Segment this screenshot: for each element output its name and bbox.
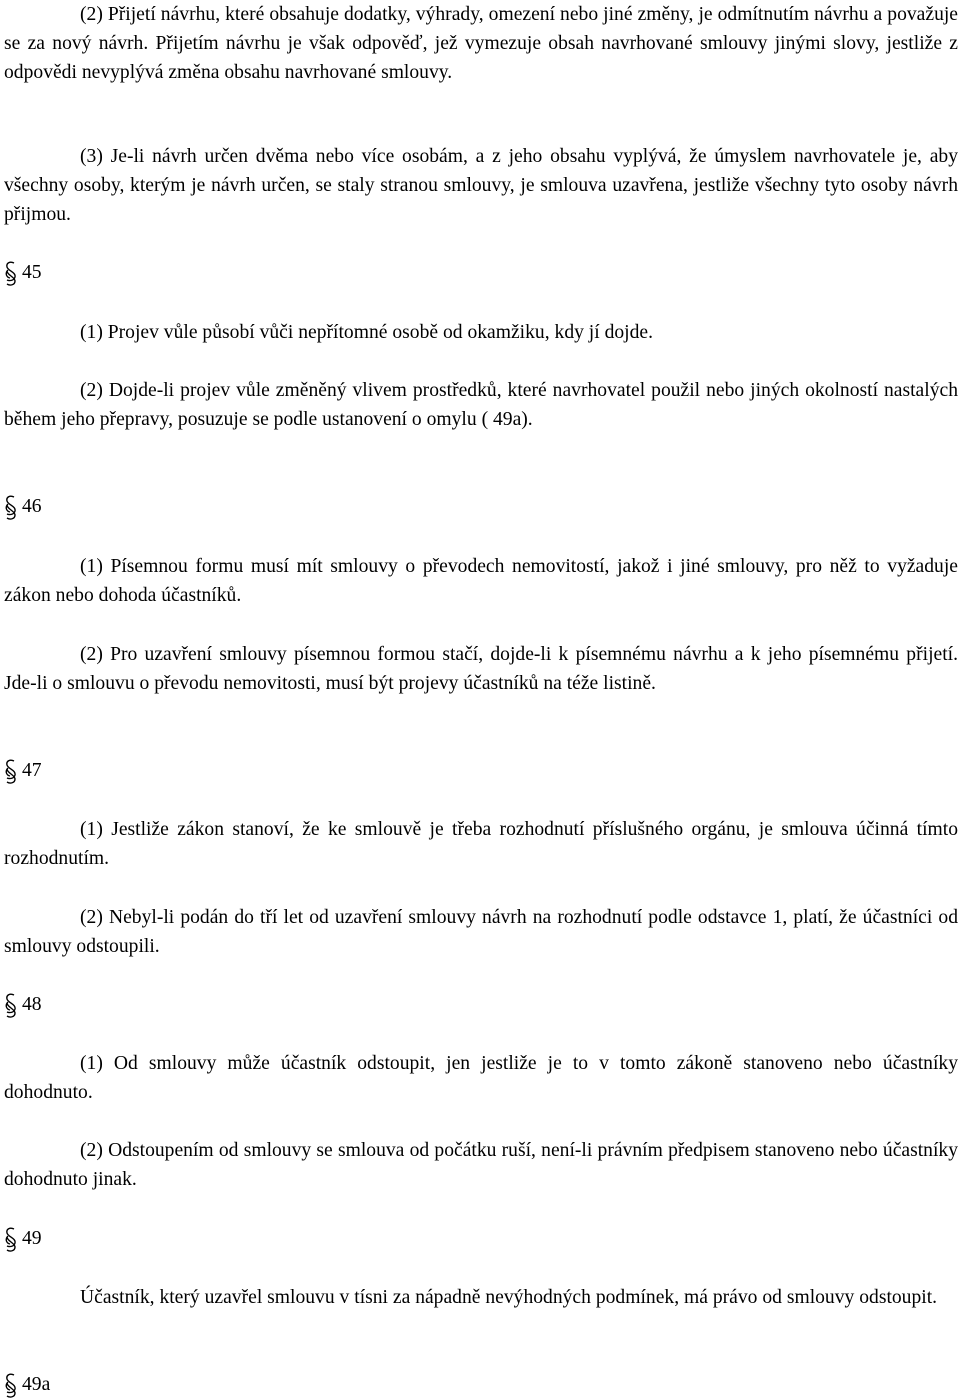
section-sign-icon bbox=[4, 1372, 18, 1398]
paragraph-46-1: (1) Písemnou formu musí mít smlouvy o převodech nemovitostí, jakož i jiné smlouvy, pro něž to vyžaduje zákon nebo dohoda účastníků. bbox=[4, 556, 958, 606]
section-number: 49 bbox=[22, 1228, 42, 1249]
section-number: 47 bbox=[22, 760, 42, 781]
section-sign-icon bbox=[4, 992, 18, 1018]
paragraph-46-2: (2) Pro uzavření smlouvy písemnou formou stačí, dojde-li k písemnému návrhu a k jeho písemnému přijetí. Jde-li o smlouvu o převodu nemovitosti, musí být projevy účastníků na téže listině. bbox=[4, 644, 958, 694]
section-sign-icon bbox=[4, 758, 18, 784]
section-number: 49a bbox=[22, 1374, 51, 1395]
section-heading-47 bbox=[4, 756, 42, 785]
section-sign-icon bbox=[4, 1226, 18, 1252]
paragraph-47-1: (1) Jestliže zákon stanoví, že ke smlouvě je třeba rozhodnutí příslušného orgánu, je smlouva účinná tímto rozhodnutím. bbox=[4, 819, 958, 869]
section-sign-icon bbox=[4, 494, 18, 520]
section-heading-49a bbox=[4, 1370, 50, 1399]
section-number: 45 bbox=[22, 262, 42, 283]
section-number: 48 bbox=[22, 994, 42, 1015]
paragraph-47-2: (2) Nebyl-li podán do tří let od uzavření smlouvy návrh na rozhodnutí podle odstavce 1, platí, že účastníci od smlouvy odstoupili. bbox=[4, 907, 958, 957]
section-heading-49 bbox=[4, 1224, 42, 1253]
paragraph-48-1: (1) Od smlouvy může účastník odstoupit, jen jestliže je to v tomto zákoně stanoveno nebo účastníky dohodnuto. bbox=[4, 1053, 958, 1103]
section-heading-48 bbox=[4, 990, 42, 1019]
paragraph-44-3: (3) Je-li návrh určen dvěma nebo více osobám, a z jeho obsahu vyplývá, že úmyslem navrhovatele je, aby všechny osoby, kterým je návrh určen, se staly stranou smlouvy, je smlouva uzavřena, jestliže všechny tyto osoby návrh přijmou. bbox=[4, 146, 958, 225]
paragraph-49: Účastník, který uzavřel smlouvu v tísni za nápadně nevýhodných podmínek, má právo od smlouvy odstoupit. bbox=[80, 1287, 938, 1308]
paragraph-45-2: (2) Dojde-li projev vůle změněný vlivem prostředků, které navrhovatel použil nebo jiných okolností nastalých během jeho přepravy, posuzuje se podle ustanovení o omylu ( 49a). bbox=[4, 380, 958, 430]
section-number: 46 bbox=[22, 496, 42, 517]
section-heading-45 bbox=[4, 258, 42, 287]
paragraph-48-2: (2) Odstoupením od smlouvy se smlouva od počátku ruší, není-li právním předpisem stanoveno nebo účastníky dohodnuto jinak. bbox=[4, 1140, 958, 1190]
paragraph-44-2: (2) Přijetí návrhu, které obsahuje dodatky, výhrady, omezení nebo jiné změny, je odmítnutím návrhu a považuje se za nový návrh. Přijetím návrhu je však odpověď, jež vymezuje obsah navrhované smlouvy jinými slovy, jestliže z odpovědi nevyplývá změna obsahu navrhované smlouvy. bbox=[4, 4, 958, 83]
paragraph-45-1: (1) Projev vůle působí vůči nepřítomné osobě od okamžiku, kdy jí dojde. bbox=[80, 322, 654, 343]
section-sign-icon bbox=[4, 260, 18, 286]
section-heading-46 bbox=[4, 492, 42, 521]
